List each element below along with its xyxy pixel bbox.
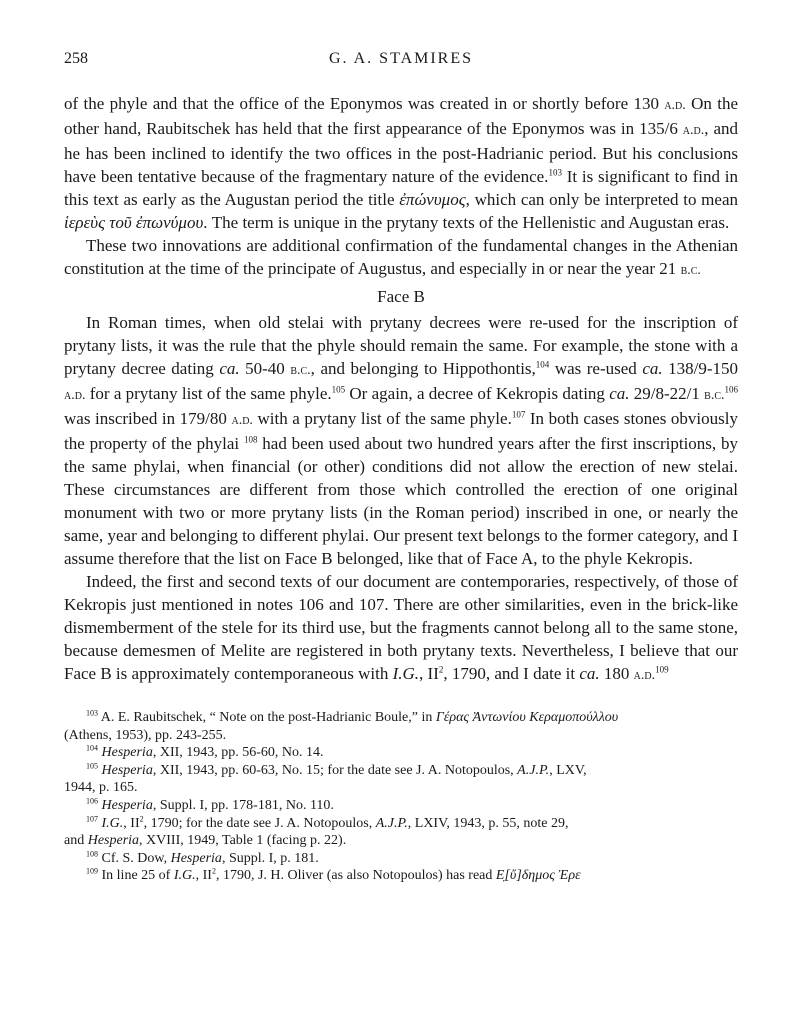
text-run: , Suppl. I, pp. 178-181, No. 110.: [152, 797, 334, 813]
text-run: , and belonging to Hippothontis,: [310, 359, 536, 378]
text-run: Indeed, the first and second texts of our document are contemporaries, respectively, of those of Kekropis just mentioned in notes 106 and 107. There are other similarities, even in the brick-like dismemberment of the stele for its third use, but the fragments cannot belong all to the same stone, because demesmen of Melite are registered in both prytany texts. Nevertheless, I believe that our Face B is approximately contemporaneous with: [64, 572, 738, 683]
ig-abbrev: I.G.: [173, 868, 196, 884]
text-run: These two innovations are additional confirmation of the fundamental changes in the Athenian constitution at the time of the principate of Augustus, and especially in or near the year 21: [64, 236, 738, 278]
footnote-ref-108[interactable]: 108: [243, 434, 258, 445]
text-run: 50-40: [239, 359, 291, 378]
footnote-ref-106[interactable]: 106: [724, 384, 739, 395]
footnote-number: 108: [86, 849, 98, 859]
footnote-ref-105[interactable]: 105: [331, 384, 346, 395]
footnote-103: [64, 709, 738, 727]
text-run: Or again, a decree of Kekropis dating: [345, 384, 610, 403]
text-run: had been used about two hundred years after the first inscriptions, by the same phylai, when financial (or other) conditions did not allow the erection of new stelai. These circumstances are different from those which controlled the erection of one original monument with two or more prytany lists (in the Roman period) inscribed in one, or nearly the same, year and belonging to different phylai. Our present text belongs to the former category, and I assume therefore that the list on Face B belonged, like that of Face A, to the phyle Kekropis.: [64, 434, 739, 568]
greek-title: Γέρας Ἀντωνίου Κεραμοπούλλου: [435, 710, 619, 725]
footnote-107: [64, 815, 738, 833]
circa-abbrev: ca.: [642, 359, 663, 378]
superscript: 2: [438, 664, 444, 675]
text-run: , II: [123, 815, 140, 831]
footnote-ref-107[interactable]: 107: [511, 409, 526, 420]
text-run: with a prytany list of the same phyle.: [252, 409, 512, 428]
footnotes: [64, 709, 738, 885]
running-title: G. A. STAMIRES: [328, 50, 474, 67]
text-run: , XII, 1943, pp. 56-60, No. 14.: [152, 745, 324, 761]
text-run: . The term is unique in the prytany texts of the Hellenistic and Augustan eras.: [203, 213, 730, 232]
text-run: In Roman times, when old stelai with prytany decrees were re-used for the inscription of prytany lists, it was the rule that the phyle should remain the same. For example, the stone with a prytany decree dating: [64, 313, 738, 378]
era-abbrev: a.d.: [64, 388, 86, 403]
text-run: , XII, 1943, pp. 60-63, No. 15; for the date see J. A. Notopoulos,: [152, 762, 518, 778]
text-run: Cf. S. Dow,: [98, 850, 171, 866]
journal-title: Hesperia: [87, 833, 140, 849]
text-run: and: [64, 833, 88, 849]
footnote-103-cont: [64, 727, 738, 745]
text-run: , and he has been inclined to identify the two offices in the post-Hadrianic period. But his conclusions have been tentative because of the fragmentary nature of the evidence.: [64, 119, 738, 186]
text-run: (Athens, 1953), pp. 243-255.: [64, 727, 227, 743]
footnote-number: 109: [86, 867, 98, 876]
text-run: , II: [419, 664, 439, 683]
circa-abbrev: ca.: [609, 384, 630, 403]
superscript: 2: [211, 867, 216, 876]
text-run: In line 25 of: [98, 868, 174, 884]
journal-abbrev: A.J.P.: [517, 762, 550, 778]
footnote-number: 107: [86, 814, 98, 823]
footnote-109: [64, 867, 738, 885]
text-run: , Suppl. I, p. 181.: [221, 850, 319, 866]
footnote-108: [64, 850, 738, 868]
paragraph-4: [64, 570, 738, 687]
footnote-107-cont: [64, 832, 738, 850]
text-run: for a prytany list of the same phyle.: [85, 384, 332, 403]
text-run: 1944, p. 165.: [64, 780, 138, 796]
circa-abbrev: ca.: [219, 359, 240, 378]
text-run: 138/9-150: [662, 359, 739, 378]
text-run: was re-used: [549, 359, 643, 378]
greek-reading: Ε̣[ὔ]δημος Ἐρε: [495, 868, 581, 884]
footnote-number: 104: [86, 744, 98, 753]
text-run: 29/8-22/1: [629, 384, 705, 403]
ig-abbrev: I.G.: [392, 664, 420, 683]
footnote-104: [64, 744, 738, 762]
greek-term: ἐπώνυμος: [399, 190, 466, 209]
text-run: A. E. Raubitschek, “ Note on the post-Hadrianic Boule,” in: [98, 710, 436, 725]
body-text: [64, 92, 738, 687]
footnote-106: [64, 797, 738, 815]
paragraph-2: [64, 234, 738, 282]
footnote-105: [64, 762, 738, 780]
footnote-number: 103: [86, 709, 98, 718]
text-run: On the other hand, Raubitschek has held that the first appearance of the Eponymos was in 135/6: [64, 94, 738, 138]
running-header: [64, 50, 738, 76]
footnote-ref-103[interactable]: 103: [548, 167, 562, 178]
section-heading: Face B: [377, 287, 425, 306]
paragraph-3: [64, 311, 738, 570]
era-abbrev: a.d.: [633, 668, 656, 683]
text-run: , LXV,: [549, 762, 587, 778]
text-run: , XVIII, 1949, Table 1 (facing p. 22).: [139, 833, 347, 849]
footnote-number: 106: [86, 796, 98, 806]
era-abbrev: b.c.: [290, 363, 311, 378]
journal-title: Hesperia: [101, 745, 153, 761]
journal-title: Hesperia: [170, 850, 222, 866]
text-run: It is significant to find in this text as early as the Augustan period the title: [64, 167, 738, 209]
era-abbrev: a.d.: [231, 413, 253, 428]
journal-abbrev: A.J.P.: [375, 815, 408, 831]
era-abbrev: b.c.: [680, 263, 701, 278]
era-abbrev: a.d.: [664, 98, 686, 113]
text-run: 180: [599, 664, 634, 683]
era-abbrev: b.c.: [704, 388, 725, 403]
text-run: , 1790, J. H. Oliver (as also Notopoulos) has read: [215, 868, 496, 884]
page-number: 258: [64, 50, 88, 67]
text-run: , which can only be interpreted to mean: [465, 190, 738, 209]
text-run: , LXIV, 1943, p. 55, note 29,: [407, 815, 569, 831]
paragraph-1: [64, 92, 738, 234]
text-run: , 1790; for the date see J. A. Notopoulos,: [143, 815, 376, 831]
superscript: 2: [139, 814, 144, 823]
page: [64, 50, 738, 885]
footnote-105-cont: [64, 779, 738, 797]
greek-term: ἱερεὺς τοῦ ἐπωνύμου: [64, 213, 204, 232]
ig-abbrev: I.G.: [101, 815, 124, 831]
footnote-ref-109[interactable]: 109: [655, 664, 669, 675]
footnote-number: 105: [86, 761, 98, 771]
text-run: was inscribed in 179/80: [64, 409, 232, 428]
circa-abbrev: ca.: [579, 664, 600, 683]
era-abbrev: a.d.: [682, 123, 705, 138]
text-run: In both cases stones obviously the property of the phylai: [64, 409, 738, 453]
journal-title: Hesperia: [101, 762, 153, 778]
text-run: of the phyle and that the office of the Eponymos was created in or shortly before 130: [64, 94, 665, 113]
text-run: , 1790, and I date it: [443, 664, 580, 683]
text-run: , II: [195, 868, 212, 884]
journal-title: Hesperia: [101, 797, 153, 813]
footnote-ref-104[interactable]: 104: [535, 359, 550, 370]
